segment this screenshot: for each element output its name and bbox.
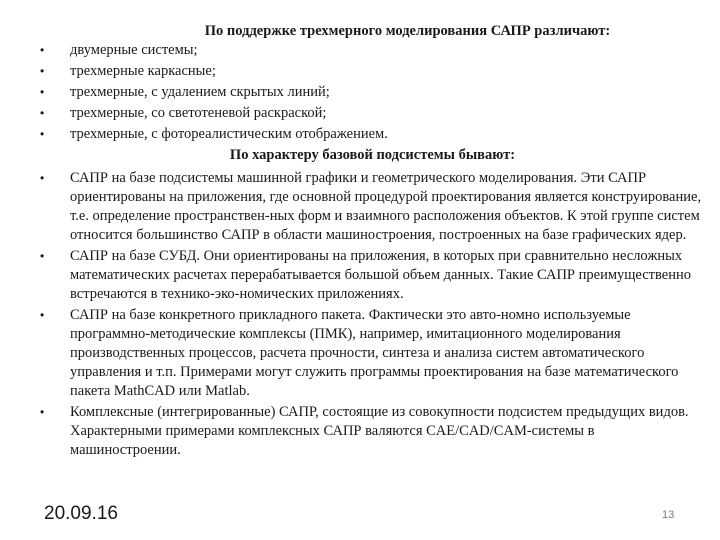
bullet-icon: • [40, 64, 45, 78]
list-item [40, 247, 705, 304]
bullet-icon: • [40, 127, 45, 141]
list-item-text: трехмерные, с удалением скрытых линий; [70, 84, 330, 100]
list-item [40, 41, 705, 60]
list-item-text: двумерные системы; [70, 42, 198, 58]
list-item-text: трехмерные каркасные; [70, 63, 216, 79]
bullet-icon: • [40, 171, 45, 185]
bullet-icon: • [40, 43, 45, 57]
bullet-list-3d-support [40, 41, 705, 144]
bullet-icon: • [40, 308, 45, 322]
section-heading-3d-support: По поддержке трехмерного моделирования САПР различают: [204, 23, 611, 39]
bullet-icon: • [40, 405, 45, 419]
list-item-text: трехмерные, с фотореалистическим отображением. [70, 126, 388, 142]
section-heading-base-subsystem: По характеру базовой подсистемы бывают: [229, 147, 516, 163]
list-item [40, 104, 705, 123]
bullet-icon: • [40, 85, 45, 99]
slide-number: 13 [662, 509, 675, 521]
bullet-list-base-subsystem [40, 169, 705, 460]
slide-content [40, 22, 705, 462]
footer-date: 20.09.16 [44, 503, 118, 524]
list-item [40, 62, 705, 81]
list-item [40, 306, 705, 401]
list-item-text: САПР на базе подсистемы машинной графики и геометрического моделирования. Эти САПР ориентированы на приложения, где основной процедурой проектирования является конструирование, т.е. определение пространствен-ных форм и взаимного расположения объектов. К этой группе систем относится большинство САПР в области машиностроения, построенных на базе графических ядер. [70, 170, 702, 243]
list-item [40, 83, 705, 102]
list-item [40, 403, 705, 460]
bullet-icon: • [40, 106, 45, 120]
list-item [40, 125, 705, 144]
list-item-text: Комплексные (интегрированные) САПР, состоящие из совокупности подсистем предыдущих видов. Характерными примерами комплексных САПР валяются CAE/CAD/CAM-системы в машиностроении. [70, 404, 689, 458]
bullet-icon: • [40, 249, 45, 263]
list-item [40, 169, 705, 245]
list-item-text: САПР на базе конкретного прикладного пакета. Фактически это авто-номно используемые программно-методические комплексы (ПМК), например, имитационного моделирования производственных процессов, расчета прочности, синтеза и анализа систем автоматического управления и т.п. Примерами могут служить программы проектирования на базе математического пакета MathCAD или Matlab. [70, 307, 679, 399]
list-item-text: трехмерные, со светотеневой раскраской; [70, 105, 327, 121]
list-item-text: САПР на базе СУБД. Они ориентированы на приложения, в которых при сравнительно несложных математических расчетах перерабатывается большой объем данных. Такие САПР преимущественно встречаются в технико-эко-номических приложениях. [70, 248, 691, 302]
